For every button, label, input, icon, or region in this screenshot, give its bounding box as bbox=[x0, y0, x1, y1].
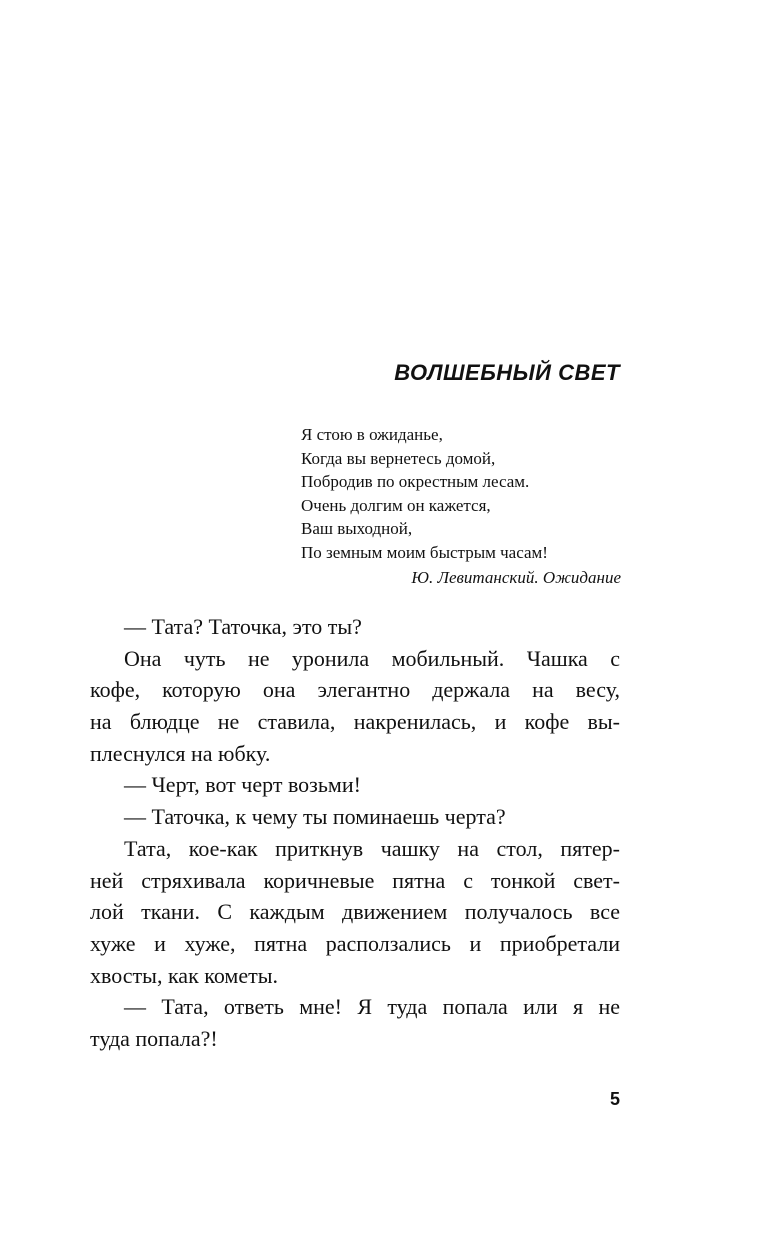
epigraph-line: По земным моим быстрым часам! bbox=[301, 542, 548, 562]
text-line: Она чуть не уронила мобильный. Чашка с bbox=[124, 645, 620, 671]
text-line: — Тата? Таточка, это ты? bbox=[124, 614, 362, 639]
text-line: хуже и хуже, пятна расползались и приобретали bbox=[90, 930, 620, 956]
epigraph-line: Побродив по окрестным лесам. bbox=[301, 472, 530, 491]
epigraph-line: Я стою в ожиданье, bbox=[301, 425, 443, 444]
text-line: — Таточка, к чему ты поминаешь черта? bbox=[124, 804, 506, 830]
body-text bbox=[90, 611, 620, 1055]
text-line: лой ткани. С каждым движением получалось все bbox=[90, 899, 620, 925]
text-line: — Черт, вот черт возьми! bbox=[124, 772, 361, 798]
chapter-title: ВОЛШЕБНЫЙ СВЕТ bbox=[394, 360, 620, 385]
epigraph-attribution: Ю. Левитанский. Ожидание bbox=[411, 568, 621, 587]
text-line: хвосты, как кометы. bbox=[90, 962, 278, 988]
epigraph-line: Ваш выходной, bbox=[301, 519, 413, 538]
text-line: туда попала?! bbox=[90, 1025, 218, 1051]
text-line: кофе, которую она элегантно держала на весу, bbox=[90, 677, 620, 703]
epigraph-line: Когда вы вернетесь домой, bbox=[301, 448, 496, 468]
epigraph-line: Очень долгим он кажется, bbox=[301, 495, 491, 515]
text-line: — Тата, ответь мне! Я туда попала или я не bbox=[124, 994, 620, 1020]
epigraph bbox=[301, 423, 621, 590]
text-line: на блюдце не ставила, накренилась, и кофе вы- bbox=[90, 709, 620, 735]
text-line: Тата, кое-как приткнув чашку на стол, пятер- bbox=[124, 835, 620, 861]
text-line: ней стряхивала коричневые пятна с тонкой свет- bbox=[90, 867, 620, 893]
page-number: 5 bbox=[609, 1089, 620, 1109]
text-line: плеснулся на юбку. bbox=[90, 740, 271, 766]
